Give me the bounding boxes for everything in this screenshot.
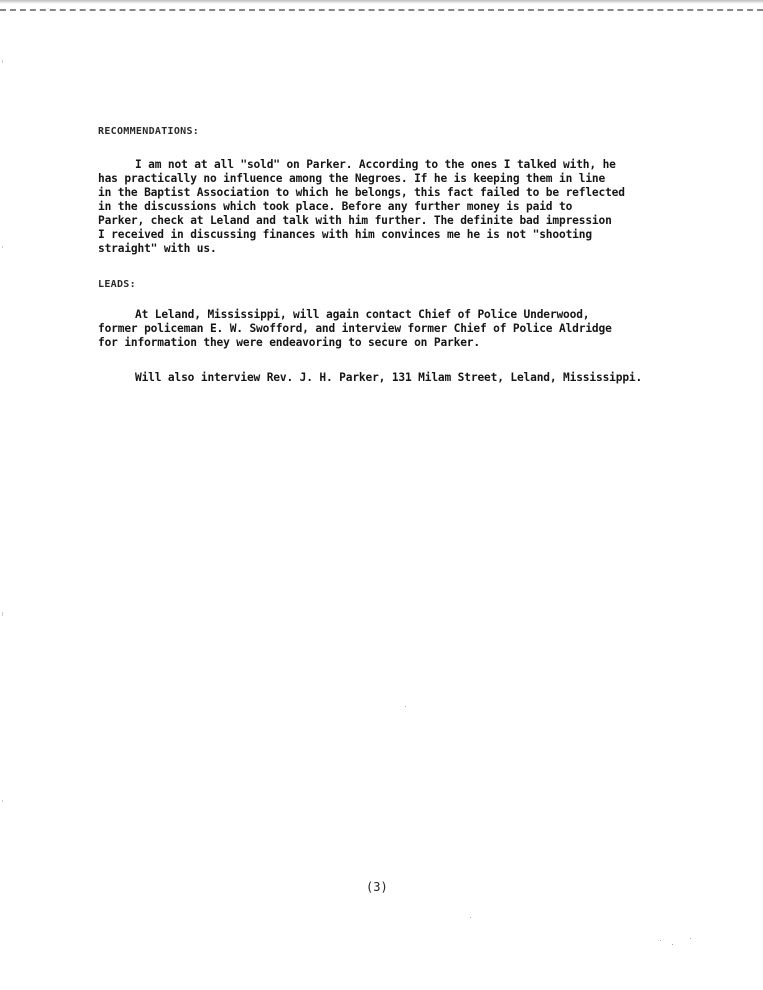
recommendations-line: straight" with us. — [98, 242, 217, 255]
scan-speck — [470, 917, 471, 918]
scan-speck — [660, 940, 661, 941]
scan-speck — [2, 246, 3, 248]
recommendations-line: I am not at all "sold" on Parker. According to the ones I talked with, he — [135, 158, 616, 171]
leads-line: At Leland, Mississippi, will again contact Chief of Police Underwood, — [135, 308, 590, 321]
recommendations-heading: RECOMMENDATIONS: — [98, 126, 200, 137]
recommendations-line: in the Baptist Association to which he belongs, this fact failed to be reflected — [98, 186, 625, 199]
scan-speck — [405, 706, 406, 707]
leads-line: for information they were endeavoring to secure on Parker. — [98, 336, 480, 349]
leads-line: former policeman E. W. Swofford, and interview former Chief of Police Aldridge — [98, 322, 612, 335]
recommendations-line: Parker, check at Leland and talk with him further. The definite bad impression — [98, 214, 612, 227]
page-number: (3) — [366, 880, 388, 894]
scan-speck — [2, 800, 3, 802]
recommendations-line: has practically no influence among the Negroes. If he is keeping them in line — [98, 172, 606, 185]
leads-heading: LEADS: — [98, 279, 136, 290]
scan-top-edge — [0, 0, 763, 11]
scan-speck — [690, 938, 691, 939]
scan-speck — [2, 612, 3, 616]
scan-speck — [2, 60, 3, 63]
leads-line: Will also interview Rev. J. H. Parker, 131 Milam Street, Leland, Mississippi. — [135, 371, 643, 384]
recommendations-line: I received in discussing finances with him convinces me he is not "shooting — [98, 228, 592, 241]
recommendations-line: in the discussions which took place. Before any further money is paid to — [98, 200, 573, 213]
scan-speck — [672, 944, 673, 945]
